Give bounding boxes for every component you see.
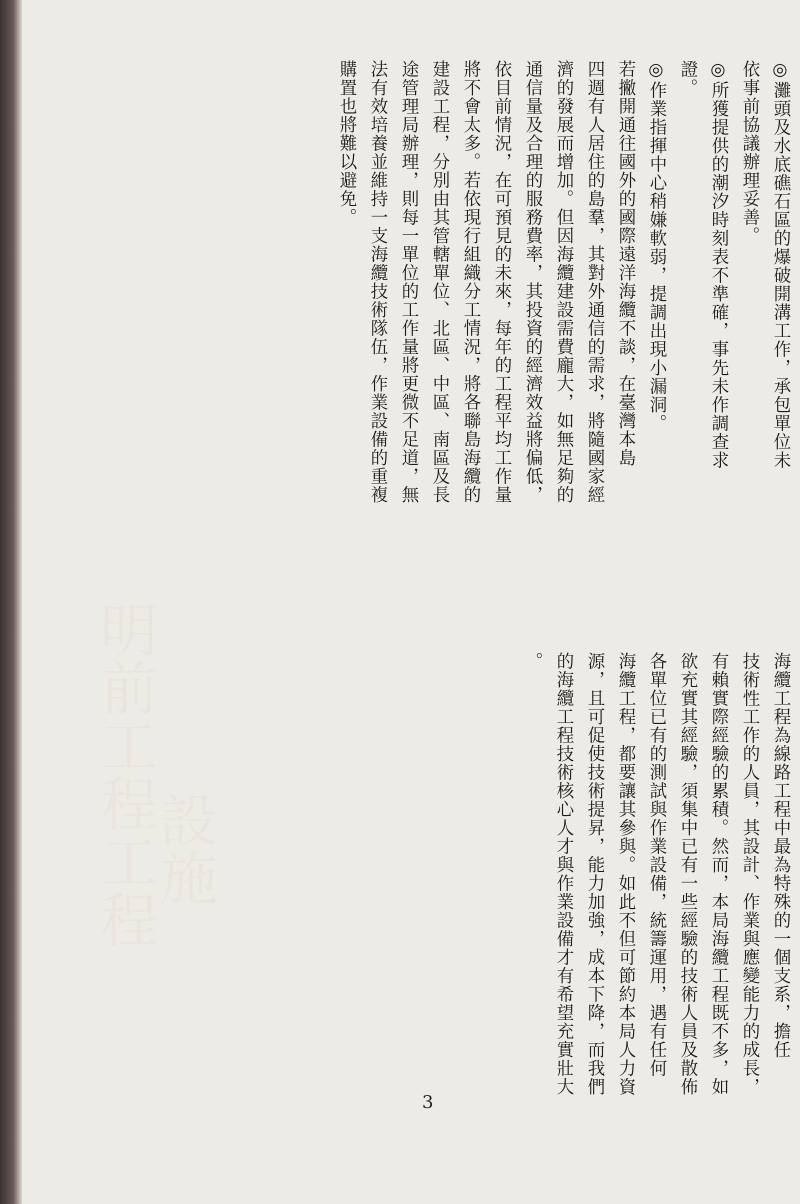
text-column: 法有效培養並維持一支海纜技術隊伍，作業設備的重複: [367, 60, 387, 504]
text-column: 欲充實其經驗，須集中已有一些經驗的技術人員及散佈: [677, 652, 697, 1096]
show-through-text: 明前工程工程: [90, 600, 158, 948]
text-column: 途管理局辦理，則每一單位的工作量將更微不足道，無: [398, 60, 418, 504]
text-column: 海纜工程為線路工程中最為特殊的一個支系，擔任: [770, 652, 790, 1059]
text-column: 通信量及合理的服務費率，其投資的經濟效益將偏低，: [522, 60, 542, 504]
show-through-text: 設施: [150, 790, 218, 906]
text-column: 四週有人居住的島羣，其對外通信的需求，將隨國家經: [584, 60, 604, 504]
text-column: ◎所獲提供的潮汐時刻表不準確，事先未作調查求: [708, 60, 728, 470]
book-page: [22, 0, 800, 1204]
book-cover-edge: [0, 0, 22, 1204]
text-column: 有賴實際經驗的累積。然而，本局海纜工程既不多，如: [708, 652, 728, 1096]
text-column: 技術性工作的人員，其設計、作業與應變能力的成長，: [739, 652, 759, 1096]
text-column: 依目前情況，在可預見的未來，每年的工程平均工作量: [491, 60, 511, 504]
text-column: 源，且可促使技術提昇，能力加強，成本下降，而我們: [584, 652, 604, 1096]
text-column: ◎灘頭及水底礁石區的爆破開溝工作，承包單位未: [770, 60, 790, 470]
text-column: 海纜工程，都要讓其參與。如此不但可節約本局人力資: [615, 652, 635, 1096]
text-column: 建設工程，分別由其管轄單位、北區、中區、南區及長: [429, 60, 449, 504]
text-column: 依事前協議辦理妥善。: [739, 60, 759, 245]
text-column: 將不會太多。若依現行組織分工情況，將各聯島海纜的: [460, 60, 480, 504]
text-column: 購置也將難以避免。: [336, 60, 356, 227]
page-number: 3: [422, 1092, 434, 1113]
text-column: ◎作業指揮中心稍嫌軟弱，提調出現小漏洞。: [646, 60, 666, 433]
text-column: 的海纜工程技術核心人才與作業設備才有希望充實壯大: [553, 652, 573, 1096]
text-column: 若撇開通往國外的國際遠洋海纜不談，在臺灣本島: [615, 60, 635, 467]
text-column: 證。: [677, 60, 697, 97]
text-column: 。: [522, 652, 542, 671]
text-column: 濟的發展而增加。但因海纜建設需費龐大，如無足夠的: [553, 60, 573, 504]
text-column: 各單位已有的測試與作業設備，統籌運用，遇有任何: [646, 652, 666, 1078]
